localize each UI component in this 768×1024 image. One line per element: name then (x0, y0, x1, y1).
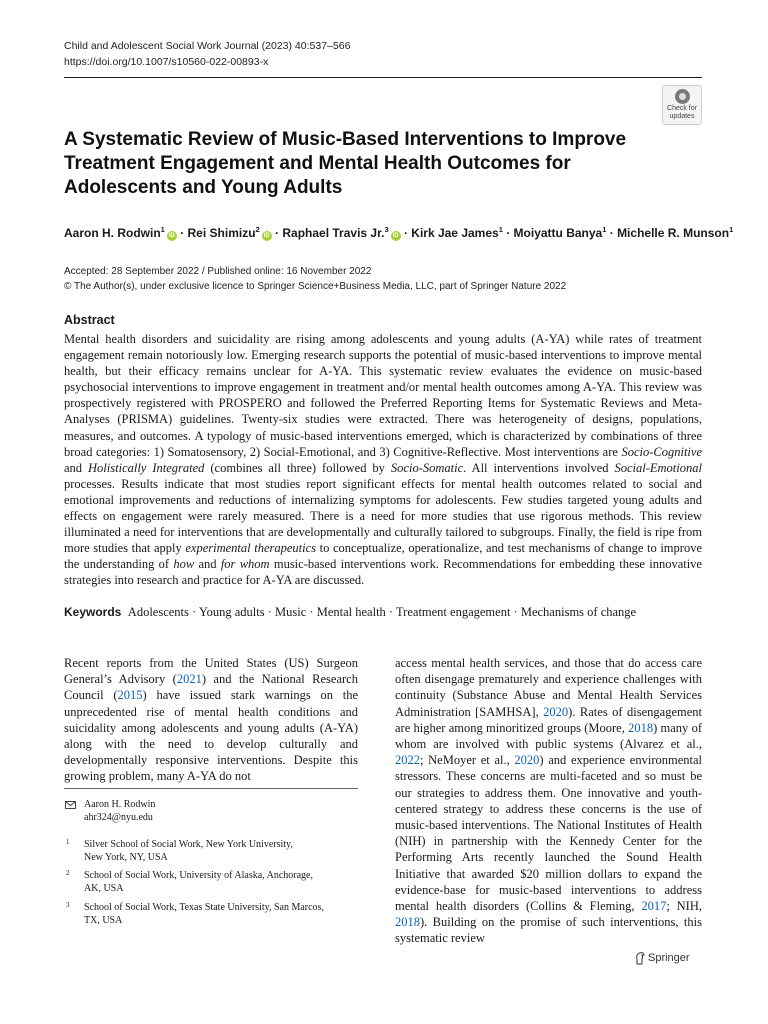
emphasis-text: Social-Emotional (614, 460, 702, 475)
keyword: Treatment engagement (395, 605, 511, 619)
emphasis-text: Socio-Cognitive (621, 444, 702, 459)
journal-header (64, 38, 350, 70)
author-separator: · (502, 226, 514, 240)
orcid-icon[interactable]: iD (392, 233, 399, 239)
author-affiliation-number: 2 (255, 225, 260, 234)
affiliation-text (84, 902, 354, 927)
springer-horse-icon (634, 951, 646, 965)
author-affiliation-number: 1 (498, 225, 503, 234)
emphasis-text: for whom (220, 557, 270, 572)
author-list (64, 225, 734, 241)
text-run: access mental health services, and those that do access care often disengage prematurely and experience challenges with continuity (Substance Abuse and Mental Health Services Administration [SAMHSA], (395, 656, 702, 719)
text-run: Recent reports from the United States (US) Surgeon General’s Advisory ( (64, 656, 358, 687)
keyword: Music (275, 605, 307, 619)
citation-link[interactable]: 2020 (514, 753, 540, 768)
contact-name: Aaron H. Rodwin (84, 799, 156, 810)
keywords (64, 605, 704, 620)
emphasis-text: how (173, 557, 195, 572)
citation-link[interactable]: 2015 (117, 688, 143, 703)
body-left-column (64, 655, 358, 785)
citation-link[interactable]: 2022 (395, 753, 420, 768)
citation-link[interactable]: 2018 (395, 915, 420, 930)
affiliation-number: 1 (66, 838, 70, 846)
text-run: Mental health disorders and suicidality are rising among adolescents and young adults (A-YA) while rates of treatment engagement remain notoriously low. Emerging research supports the potential of music-based interventions to improve mental health, but their efficacy remains unclear for A-YA. This systematic review evaluates the evidence on music-based psychosocial interventions to improve engagement in treatment and/or mental health outcomes among A-YA. This review was prospectively registered with PROSPERO and followed the Preferred Reporting Items for Systematic Reviews and Meta-Analyses (PRISMA) guidelines. Twenty-six studies were extracted. There was heterogeneity of designs, populations, measures, and outcomes. A typology of music-based interventions emerged, which is characterized by combinations of three broad categories: 1) Somatosensory, 2) Social-Emotional, and 3) Cognitive-Reflective. Most interventions are (64, 332, 702, 459)
publication-dates (64, 264, 566, 294)
author-name[interactable]: Aaron H. Rodwin (64, 226, 161, 240)
badge-line-2: updates (669, 112, 695, 120)
emphasis-text: Socio-Somatic (390, 460, 464, 475)
emphasis-text: Holistically Integrated (88, 460, 205, 475)
keywords-list: Adolescents · Young adults · Music · Mental health · Treatment engagement · Mechanisms of change (127, 605, 637, 619)
author-affiliation-number: 1 (602, 225, 607, 234)
contact-email[interactable]: ahr324@nyu.edu (84, 811, 153, 823)
footnote-rule (64, 788, 358, 789)
affiliation-text (84, 839, 354, 864)
text-run: (combines all three) followed by (204, 460, 391, 475)
author-name[interactable]: Kirk Jae James (411, 226, 499, 240)
affiliation-number: 2 (66, 869, 70, 877)
corresponding-author (84, 799, 354, 824)
publisher-logo: Springer (648, 952, 690, 964)
author-separator: · (606, 226, 618, 240)
citation-link[interactable]: 2020 (543, 704, 569, 719)
affiliation-line: Silver School of Social Work, New York University, (84, 839, 293, 850)
doi-link[interactable]: https://doi.org/10.1007/s10560-022-00893-x (64, 56, 269, 68)
text-run: music-based interventions work. Recommendations for embedding these innovative strategies into research and practice for A-YA are discussed. (64, 557, 702, 588)
text-run: ) and experience environmental stressors. These concerns are multi-faceted and so must be our strategies to address them. One innovative and youth-centered strategy to address these concerns is the use of music-based interventions. The National Institutes of Health (NIH) in partnership with the Kennedy Center for the Performing Arts recently launched the Sound Health Initiative that awarded $20 million dollars to expand the evidence-base for music-based interventions to address mental health disorders (Collins & Fleming, (395, 753, 702, 914)
citation-link[interactable]: 2018 (628, 720, 654, 735)
text-run: and (64, 460, 89, 475)
text-run: ). Building on the promise of such interventions, this systematic review (395, 915, 702, 946)
affiliation-line: AK, USA (84, 882, 124, 894)
keywords-label: Keywords (64, 605, 122, 619)
orcid-icon[interactable]: iD (168, 233, 175, 239)
text-run: ) and the National Research Council ( (64, 672, 358, 703)
affiliation-line: New York, NY, USA (84, 851, 168, 863)
author-separator: · (271, 226, 283, 240)
keyword: Mental health (316, 605, 386, 619)
citation-link[interactable]: 2017 (641, 899, 667, 914)
text-run: and (194, 557, 221, 572)
affiliation-text (84, 870, 354, 895)
abstract-text (64, 331, 702, 589)
body-right-column (395, 655, 702, 947)
text-run: processes. Results indicate that most studies report significant effects for mental health outcomes related to social and emotional improvements and reductions of internalizing symptoms for adolescents. Few studies targeted young adults and effects on engagement were rarely measured. There is a need for more studies that use rigorous methods. This review illuminated a need for interventions that are developmentally and culturally tailored to subgroups. Finally, the field is ripe from more studies that apply (64, 476, 702, 556)
affiliation-line: School of Social Work, University of Alaska, Anchorage, (84, 870, 313, 881)
author-affiliation-number: 1 (729, 225, 734, 234)
paper-title: A Systematic Review of Music-Based Interventions to Improve Treatment Engagement and Mental Health Outcomes for Adolescents and Young Adults (64, 129, 627, 198)
copyright-notice: © The Author(s), under exclusive licence to Springer Science+Business Media, LLC, part of Springer Nature 2022 (64, 281, 567, 292)
author-affiliation-number: 3 (384, 225, 389, 234)
affiliation-number: 3 (66, 901, 70, 909)
envelope-icon (65, 801, 76, 809)
text-run: ). Rates of disengagement are higher among minoritized groups (Moore, (395, 704, 702, 735)
affiliation-line: School of Social Work, Texas State University, San Marcos, (84, 902, 324, 913)
check-for-updates-badge[interactable] (662, 85, 702, 125)
accepted-date: Accepted: 28 September 2022 / Published online: 16 November 2022 (64, 266, 372, 277)
abstract-heading: Abstract (64, 313, 115, 327)
text-run: to conceptualize, operationalize, and test mechanisms of change to improve the understanding of (64, 541, 702, 572)
author-name[interactable]: Raphael Travis Jr. (282, 226, 385, 240)
keyword: Young adults (198, 605, 265, 619)
author-name[interactable]: Michelle R. Munson (617, 226, 730, 240)
emphasis-text: experimental therapeutics (185, 541, 317, 556)
affiliation-line: TX, USA (84, 914, 123, 926)
author-name[interactable]: Rei Shimizu (187, 226, 256, 240)
text-run: ) many of whom are involved with public systems (Alvarez et al., (395, 720, 702, 752)
author-affiliation-number: 1 (160, 225, 165, 234)
journal-citation: Child and Adolescent Social Work Journal (2023) 40:537–566 (64, 40, 351, 52)
keyword: Mechanisms of change (520, 605, 637, 619)
citation-link[interactable]: 2021 (176, 672, 202, 687)
header-rule (64, 77, 702, 78)
text-run: . All interventions involved (463, 460, 615, 475)
text-run: ; NeMoyer et al., (420, 753, 515, 768)
author-separator: · (176, 226, 188, 240)
author-separator: · (400, 226, 412, 240)
author-name[interactable]: Moiyattu Banya (513, 226, 603, 240)
bookmark-icon (675, 89, 690, 104)
keyword: Adolescents (127, 605, 189, 619)
badge-line-1: Check for (667, 105, 697, 112)
text-run: ) have issued stark warnings on the unprecedented rise of mental health conditions and suicidality among adolescents and young adults (A-YA) along with the need to develop culturally and developmentally responsive interventions. Despite this growing problem, many A-YA do not (64, 688, 358, 784)
text-run: ; NIH, (666, 899, 702, 914)
orcid-icon[interactable]: iD (263, 233, 270, 239)
